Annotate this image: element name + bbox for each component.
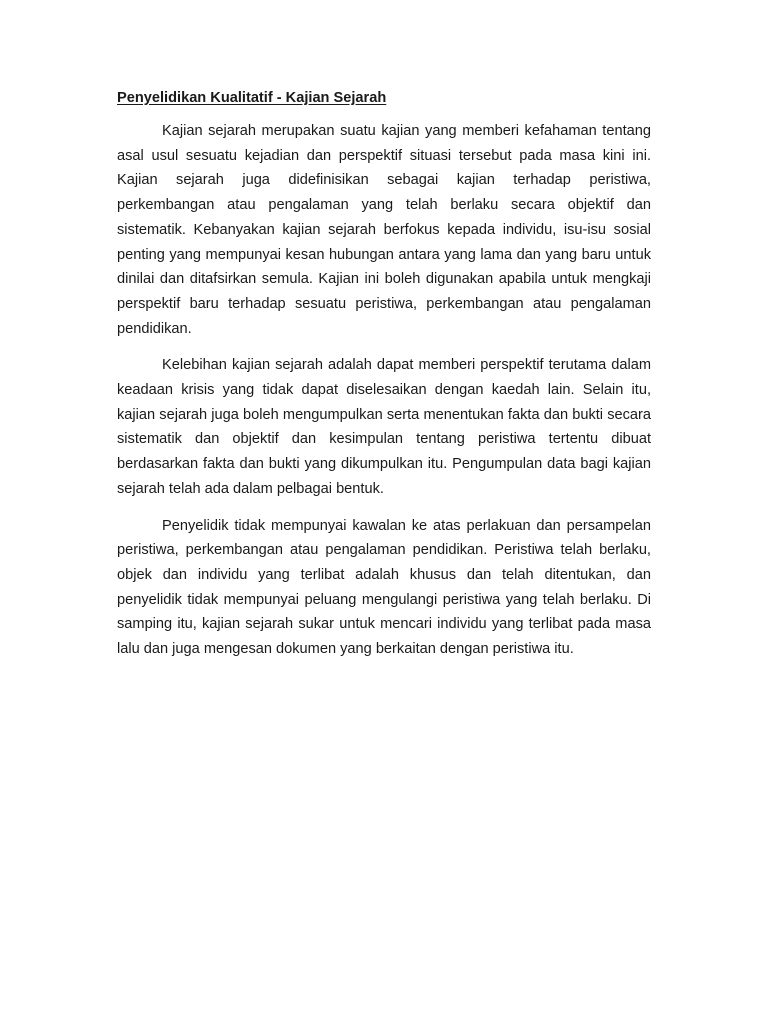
paragraph-1: Kajian sejarah merupakan suatu kajian yang memberi kefahaman tentang asal usul sesuatu kejadian dan perspektif situasi tersebut pada masa kini ini. Kajian sejarah juga didefinisikan sebagai kajian terhadap peristiwa, perkembangan atau pengalaman yang telah berlaku secara objektif dan sistematik. Kebanyakan kajian sejarah berfokus kepada individu, isu-isu sosial penting yang mempunyai kesan hubungan antara yang lama dan yang baru untuk dinilai dan ditafsirkan semula. Kajian ini boleh digunakan apabila untuk mengkaji perspektif baru terhadap sesuatu peristiwa, perkembangan atau pengalaman pendidikan. [117,123,651,337]
document-body [117,86,651,674]
document-title: Penyelidikan Kualitatif - Kajian Sejarah [117,90,387,106]
paragraph-2: Kelebihan kajian sejarah adalah dapat memberi perspektif terutama dalam keadaan krisis yang tidak dapat diselesaikan dengan kaedah lain. Selain itu, kajian sejarah juga boleh mengumpulkan serta menentukan fakta dan bukti secara sistematik dan objektif dan kesimpulan tentang peristiwa tertentu dibuat berdasarkan fakta dan bukti yang dikumpulkan itu. Pengumpulan data bagi kajian sejarah telah ada dalam pelbagai bentuk. [117,357,651,497]
paragraph-3: Penyelidik tidak mempunyai kawalan ke atas perlakuan dan persampelan peristiwa, perkembangan atau pengalaman pendidikan. Peristiwa telah berlaku, objek dan individu yang terlibat adalah khusus dan telah ditentukan, dan penyelidik tidak mempunyai peluang mengulangi peristiwa yang telah berlaku. Di samping itu, kajian sejarah sukar untuk mencari individu yang terlibat pada masa lalu dan juga mengesan dokumen yang berkaitan dengan peristiwa itu. [117,517,651,658]
